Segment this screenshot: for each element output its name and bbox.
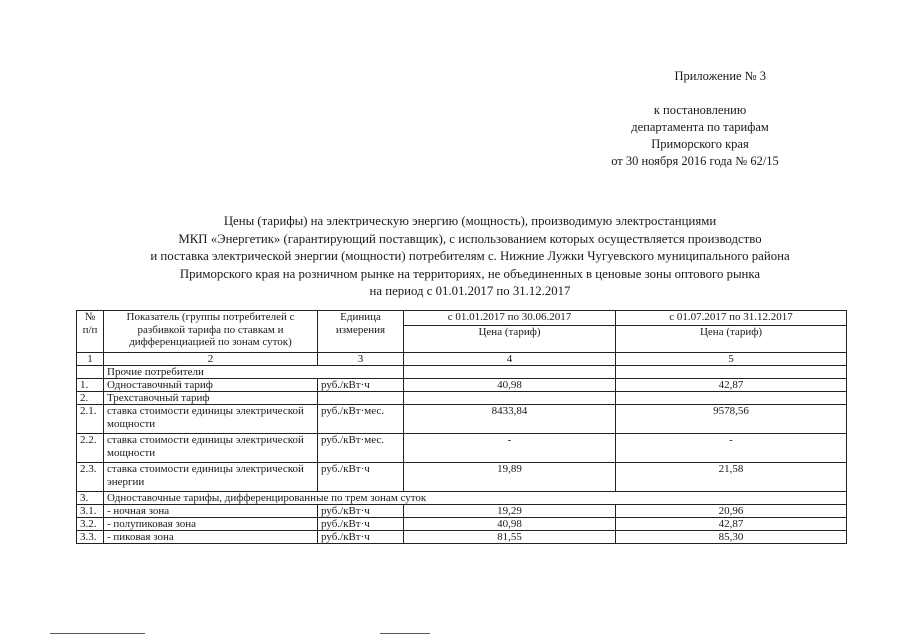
row-unit: [318, 392, 404, 405]
row-unit: руб./кВт·мес.: [318, 434, 404, 463]
tariff-table: [76, 310, 847, 544]
header-price-2: Цена (тариф): [616, 326, 847, 353]
group-label: Прочие потребители: [104, 366, 404, 379]
row-number: 2.: [77, 392, 104, 405]
row-number: 3.1.: [77, 505, 104, 518]
row-value-1: 19,89: [404, 463, 616, 492]
document-title: [40, 213, 900, 301]
row-unit: руб./кВт·ч: [318, 531, 404, 544]
row-name: ставка стоимости единицы электрической мощности: [104, 405, 318, 434]
table-row: [77, 463, 847, 492]
header-period-1: с 01.01.2017 по 30.06.2017: [404, 311, 616, 326]
row-value-2: 42,87: [616, 518, 847, 531]
row-value-2: 9578,56: [616, 405, 847, 434]
empty-cell: [616, 366, 847, 379]
title-line: Цены (тарифы) на электрическую энергию (мощность), производимую электростанциями: [223, 214, 717, 228]
row-value-2: -: [616, 434, 847, 463]
row-value-1: 40,98: [404, 518, 616, 531]
appendix-line: от 30 ноября 2016 года № 62/15: [611, 154, 779, 168]
title-line: и поставка электрической энергии (мощности) потребителям с. Нижние Лужки Чугуевского муниципального района: [150, 249, 790, 263]
table-row: [77, 405, 847, 434]
table-header-row: [77, 311, 847, 326]
row-name: Трехставочный тариф: [104, 392, 318, 405]
appendix-reference: [600, 102, 800, 170]
row-number: 2.2.: [77, 434, 104, 463]
column-numbers-row: [77, 353, 847, 366]
table-row: [77, 518, 847, 531]
empty-cell: [77, 366, 104, 379]
header-price-1: Цена (тариф): [404, 326, 616, 353]
row-unit: руб./кВт·ч: [318, 505, 404, 518]
col-number: 3: [318, 353, 404, 366]
row-number: 3.2.: [77, 518, 104, 531]
row-number: 1.: [77, 379, 104, 392]
row-value-1: 81,55: [404, 531, 616, 544]
row-value-2: [616, 392, 847, 405]
row-value-2: 85,30: [616, 531, 847, 544]
appendix-title: Приложение № 3: [674, 69, 766, 83]
col-number: 1: [77, 353, 104, 366]
row-name: Одноставочные тарифы, дифференцированные по трем зонам суток: [104, 492, 847, 505]
appendix-line: департамента по тарифам: [631, 120, 769, 134]
row-name: ставка стоимости единицы электрической энергии: [104, 463, 318, 492]
empty-cell: [404, 366, 616, 379]
title-line: МКП «Энергетик» (гарантирующий поставщик), с использованием которых осуществляется производство: [178, 231, 762, 246]
scan-edge-line: [380, 633, 430, 634]
row-number: 3.3.: [77, 531, 104, 544]
appendix-line: Приморского края: [651, 137, 749, 151]
row-name: ставка стоимости единицы электрической мощности: [104, 434, 318, 463]
title-line: Приморского края на розничном рынке на территориях, не объединенных в ценовые зоны оптового рынка: [179, 266, 761, 281]
table-row: [77, 531, 847, 544]
table-row: [77, 492, 847, 505]
table-row: [77, 505, 847, 518]
row-value-1: 8433,84: [404, 405, 616, 434]
row-number: 2.3.: [77, 463, 104, 492]
col-number: 5: [616, 353, 847, 366]
group-row: [77, 366, 847, 379]
scan-edge-line: [50, 633, 145, 634]
table-row: [77, 392, 847, 405]
appendix-line: к постановлению: [653, 103, 747, 117]
row-number: 2.1.: [77, 405, 104, 434]
row-value-2: 42,87: [616, 379, 847, 392]
header-period-2: с 01.07.2017 по 31.12.2017: [616, 311, 847, 326]
row-value-1: 19,29: [404, 505, 616, 518]
row-name: - ночная зона: [104, 505, 318, 518]
row-value-2: 21,58: [616, 463, 847, 492]
col-number: 4: [404, 353, 616, 366]
row-unit: руб./кВт·ч: [318, 518, 404, 531]
row-unit: руб./кВт·мес.: [318, 405, 404, 434]
row-number: 3.: [77, 492, 104, 505]
row-value-1: -: [404, 434, 616, 463]
row-value-1: [404, 392, 616, 405]
table-row: [77, 434, 847, 463]
title-line: на период с 01.01.2017 по 31.12.2017: [369, 284, 571, 298]
row-unit: руб./кВт·ч: [318, 379, 404, 392]
col-number: 2: [104, 353, 318, 366]
row-unit: руб./кВт·ч: [318, 463, 404, 492]
header-num: № п/п: [77, 311, 104, 353]
row-name: - полупиковая зона: [104, 518, 318, 531]
header-unit: Единица измерения: [318, 311, 404, 353]
header-indicator: Показатель (группы потребителей с разбивкой тарифа по ставкам и дифференциацией по зонам суток): [104, 311, 318, 353]
table-row: [77, 379, 847, 392]
row-value-2: 20,96: [616, 505, 847, 518]
row-value-1: 40,98: [404, 379, 616, 392]
row-name: Одноставочный тариф: [104, 379, 318, 392]
row-name: - пиковая зона: [104, 531, 318, 544]
